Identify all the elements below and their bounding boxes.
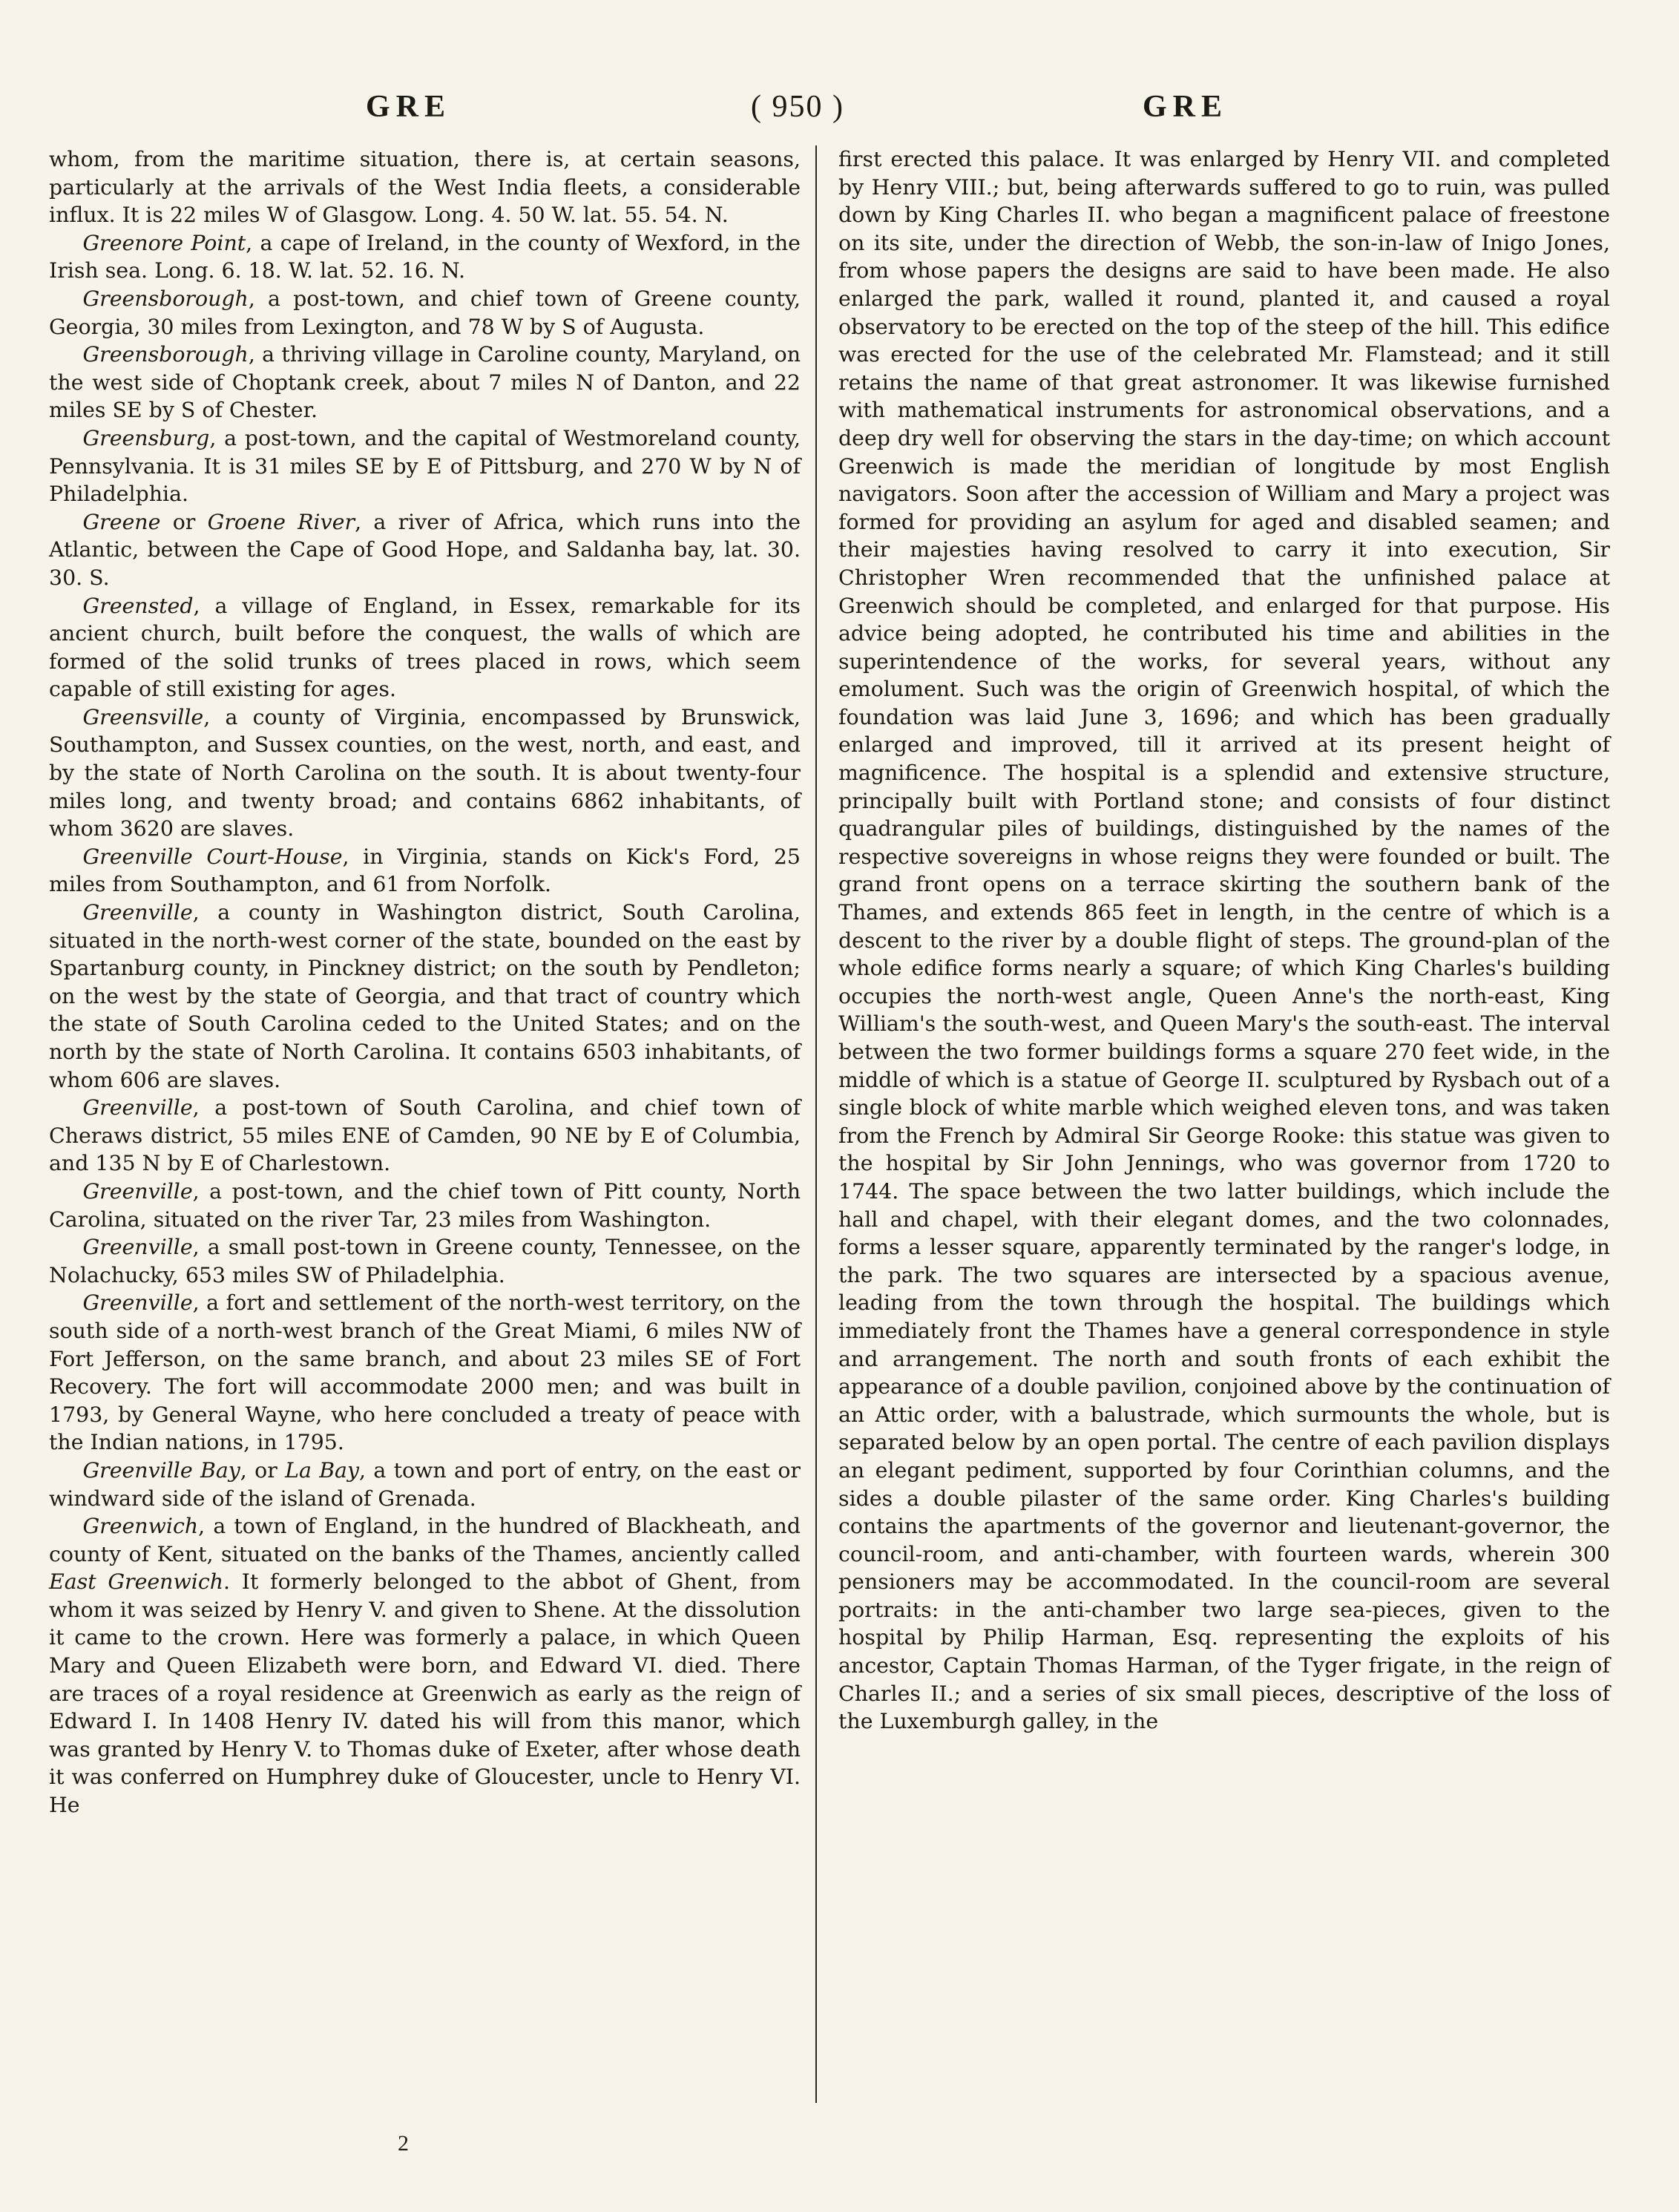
entry (49, 592, 801, 703)
entry-headword: Greensborough (82, 342, 249, 367)
page-number: ( 950 ) (751, 90, 844, 124)
entry-text: , a post-town, and the capital of Westmoreland county, Pennsylvania. It is 31 miles SE by E of Pittsburg, and 270 W by N of Philadelphia. (49, 425, 801, 507)
entry-headword: Greenville Bay (82, 1457, 240, 1483)
entry-text: , a post-town, and chief town of Greene county, Georgia, 30 miles from Lexington, and 78 W by S of Augusta. (49, 286, 801, 339)
entry (49, 341, 801, 424)
right-column (838, 145, 1610, 1736)
entry-text: , a river of Africa, which runs into the Atlantic, between the Cape of Good Hope, and Saldanha bay, lat. 30. 30. S. (49, 509, 801, 590)
entry-headword: Greenville (82, 1290, 193, 1316)
entry-text: , a post-town of South Carolina, and chief town of Cheraws district, 55 miles ENE of Camden, 90 NE by E of Columbia, and 135 N by E of Charlestown. (49, 1095, 801, 1176)
entry-text: , in Virginia, stands on Kick's Ford, 25 miles from Southampton, and 61 from Norfolk. (49, 844, 801, 897)
entry-text: , a town and port of entry, on the east or windward side of the island of Grenada. (49, 1457, 801, 1511)
entry-connector: , or (240, 1457, 286, 1483)
entry (49, 229, 801, 285)
entry-headword: Greenville (82, 900, 193, 925)
entry-connector: or (160, 509, 208, 534)
entry-headword: Greenwich (82, 1514, 199, 1539)
entry-headword: Greenore Point (82, 230, 246, 255)
entry-text: whom, from the maritime situation, there is, at certain seasons, particularly at the arrivals of the West India fleets, a considerable influx. It is 22 miles W of Glasgow. Long. 4. 50 W. lat. 55. 54. N. (49, 147, 801, 228)
entry (49, 1178, 801, 1233)
entry (49, 145, 801, 229)
entry-italic-name: East Greenwich (49, 1569, 224, 1595)
entry-text: , a village of England, in Essex, remarkable for its ancient church, built before the conquest, the walls of which are formed of the solid trunks of trees placed in rows, which seem capable of still existing for ages. (49, 593, 801, 702)
entry-headword: Greenville (82, 1095, 193, 1120)
entry (49, 1233, 801, 1289)
entry-headword: Greensburg (82, 425, 210, 450)
entry-text-cont: . It formerly belonged to the abbot of Ghent, from whom it was seized by Henry V. and given to Shene. At the dissolution it came to the crown. Here was formerly a palace, in which Queen Mary and Queen Elizabeth were born, and Edward VI. died. There are traces of a royal residence at Greenwich as early as the reign of Edward I. In 1408 Henry IV. dated his will from this manor, which was granted by Henry V. to Thomas duke of Exeter, after whose death it was conferred on Humphrey duke of Gloucester, uncle to Henry VI. He (49, 1569, 801, 1818)
entry-headword-alt: Groene River (207, 509, 355, 534)
entry (49, 1289, 801, 1457)
header-right: GRE (1143, 90, 1229, 124)
entry-text: , a town of England, in the hundred of Blackheath, and county of Kent, situated on the banks of the Thames, anciently called (49, 1514, 801, 1566)
entry (49, 843, 801, 899)
entry-text: , a county of Virginia, encompassed by Brunswick, Southampton, and Sussex counties, on the west, north, and east, and by the state of North Carolina on the south. It is about twenty-four miles long, and twenty broad; and contains 6862 inhabitants, of whom 3620 are slaves. (49, 704, 801, 841)
entry-text: , a county in Washington district, South Carolina, situated in the north-west corner of the state, bounded on the east by Spartanburg county, in Pinckney district; on the south by Pendleton; on the west by the state of Georgia, and that tract of country which the state of South Carolina ceded to the United States; and on the north by the state of North Carolina. It contains 6503 inhabitants, of whom 606 are slaves. (49, 900, 801, 1092)
entry-headword: Greenville Court-House (82, 844, 343, 869)
entry-headword: Greensborough (82, 286, 249, 311)
entry (49, 424, 801, 508)
entry (49, 508, 801, 592)
entry (49, 1094, 801, 1178)
entry-text: , a post-town, and the chief town of Pitt county, North Carolina, situated on the river Tar, 23 miles from Washington. (49, 1178, 801, 1232)
entry-text: , a thriving village in Caroline county, Maryland, on the west side of Choptank creek, about 7 miles N of Danton, and 22 miles SE by S of Chester. (49, 342, 801, 423)
entry-text: , a small post-town in Greene county, Tennessee, on the Nolachucky, 653 miles SW of Philadelphia. (49, 1235, 801, 1287)
entry-headword: Greensted (82, 593, 194, 618)
signature-mark: 2 (398, 2131, 409, 2156)
running-header (0, 89, 1679, 134)
entry (49, 703, 801, 843)
entry-headword: Greene (82, 509, 161, 534)
column-divider (815, 145, 817, 2103)
entry-text: , a cape of Ireland, in the county of Wexford, in the Irish sea. Long. 6. 18. W. lat. 52. 16. N. (49, 230, 801, 283)
entry (49, 899, 801, 1094)
entry-headword: Greensville (82, 704, 204, 729)
entry (49, 1457, 801, 1512)
entry-text: , a fort and settlement of the north-west territory, on the south side of a north-west branch of the Great Miami, 6 miles NW of Fort Jefferson, on the same branch, and about 23 miles SE of Fort Recovery. The fort will accommodate 2000 men; and was built in 1793, by General Wayne, who here concluded a treaty of peace with the Indian nations, in 1795. (49, 1290, 801, 1455)
entry (49, 285, 801, 341)
entry-headword: Greenville (82, 1178, 193, 1204)
entry (49, 1512, 801, 1819)
header-left: GRE (366, 90, 452, 124)
entry-headword: Greenville (82, 1235, 193, 1260)
entry-headword-alt: La Bay (285, 1457, 360, 1483)
left-column (49, 145, 801, 1819)
right-column-text: first erected this palace. It was enlarged by Henry VII. and completed by Henry VIII.; but, being afterwards suffered to go to ruin, was pulled down by King Charles II. who began a magnificent palace of freestone on its site, under the direction of Webb, the son-in-law of Inigo Jones, from whose papers the designs are said to have been made. He also enlarged the park, walled it round, planted it, and caused a royal observatory to be erected on the top of the steep of the hill. This edifice was erected for the use of the celebrated Mr. Flamstead; and it still retains the name of that great astronomer. It was likewise furnished with mathematical instruments for astronomical observations, and a deep dry well for observing the stars in the day-time; on which account Greenwich is made the meridian of longitude by most English navigators. Soon after the accession of William and Mary a project was formed for providing an asylum for aged and disabled seamen; and their majesties having resolved to carry it into execution, Sir Christopher Wren recommended that the unfinished palace at Greenwich should be completed, and enlarged for that purpose. His advice being adopted, he contributed his time and abilities in the superintendence of the works, for several years, without any emolument. Such was the origin of Greenwich hospital, of which the foundation was laid June 3, 1696; and which has been gradually enlarged and improved, till it arrived at its present height of magnificence. The hospital is a splendid and extensive structure, principally built with Portland stone; and consists of four distinct quadrangular piles of buildings, distinguished by the names of the respective sovereigns in whose reigns they were founded or built. The grand front opens on a terrace skirting the southern bank of the Thames, and extends 865 feet in length, in the centre of which is a descent to the river by a double flight of steps. The ground-plan of the whole edifice forms nearly a square; of which King Charles's building occupies the north-west angle, Queen Anne's the north-east, King William's the south-west, and Queen Mary's the south-east. The interval between the two former buildings forms a square 270 feet wide, in the middle of which is a statue of George II. sculptured by Rysbach out of a single block of white marble which weighed eleven tons, and was taken from the French by Admiral Sir George Rooke: this statue was given to the hospital by Sir John Jennings, who was governor from 1720 to 1744. The space between the two latter buildings, which include the hall and chapel, with their elegant domes, and the two colonnades, forms a lesser square, apparently terminated by the ranger's lodge, in the park. The two squares are intersected by a spacious avenue, leading from the town through the hospital. The buildings which immediately front the Thames have a general correspondence in style and arrangement. The north and south fronts of each exhibit the appearance of a double pavilion, conjoined above by the continuation of an Attic order, with a balustrade, which surmounts the whole, but is separated below by an open portal. The centre of each pavilion displays an elegant pediment, supported by four Corinthian columns, and the sides a double pilaster of the same order. King Charles's building contains the apartments of the governor and lieutenant-governor, the council-room, and anti-chamber, with fourteen wards, wherein 300 pensioners may be accommodated. In the council-room are several portraits: in the anti-chamber two large sea-pieces, given to the hospital by Philip Harman, Esq. representing the exploits of his ancestor, Captain Thomas Harman, of the Tyger frigate, in the reign of Charles II.; and a series of six small pieces, descriptive of the loss of the Luxemburgh galley, in the (838, 147, 1610, 1734)
